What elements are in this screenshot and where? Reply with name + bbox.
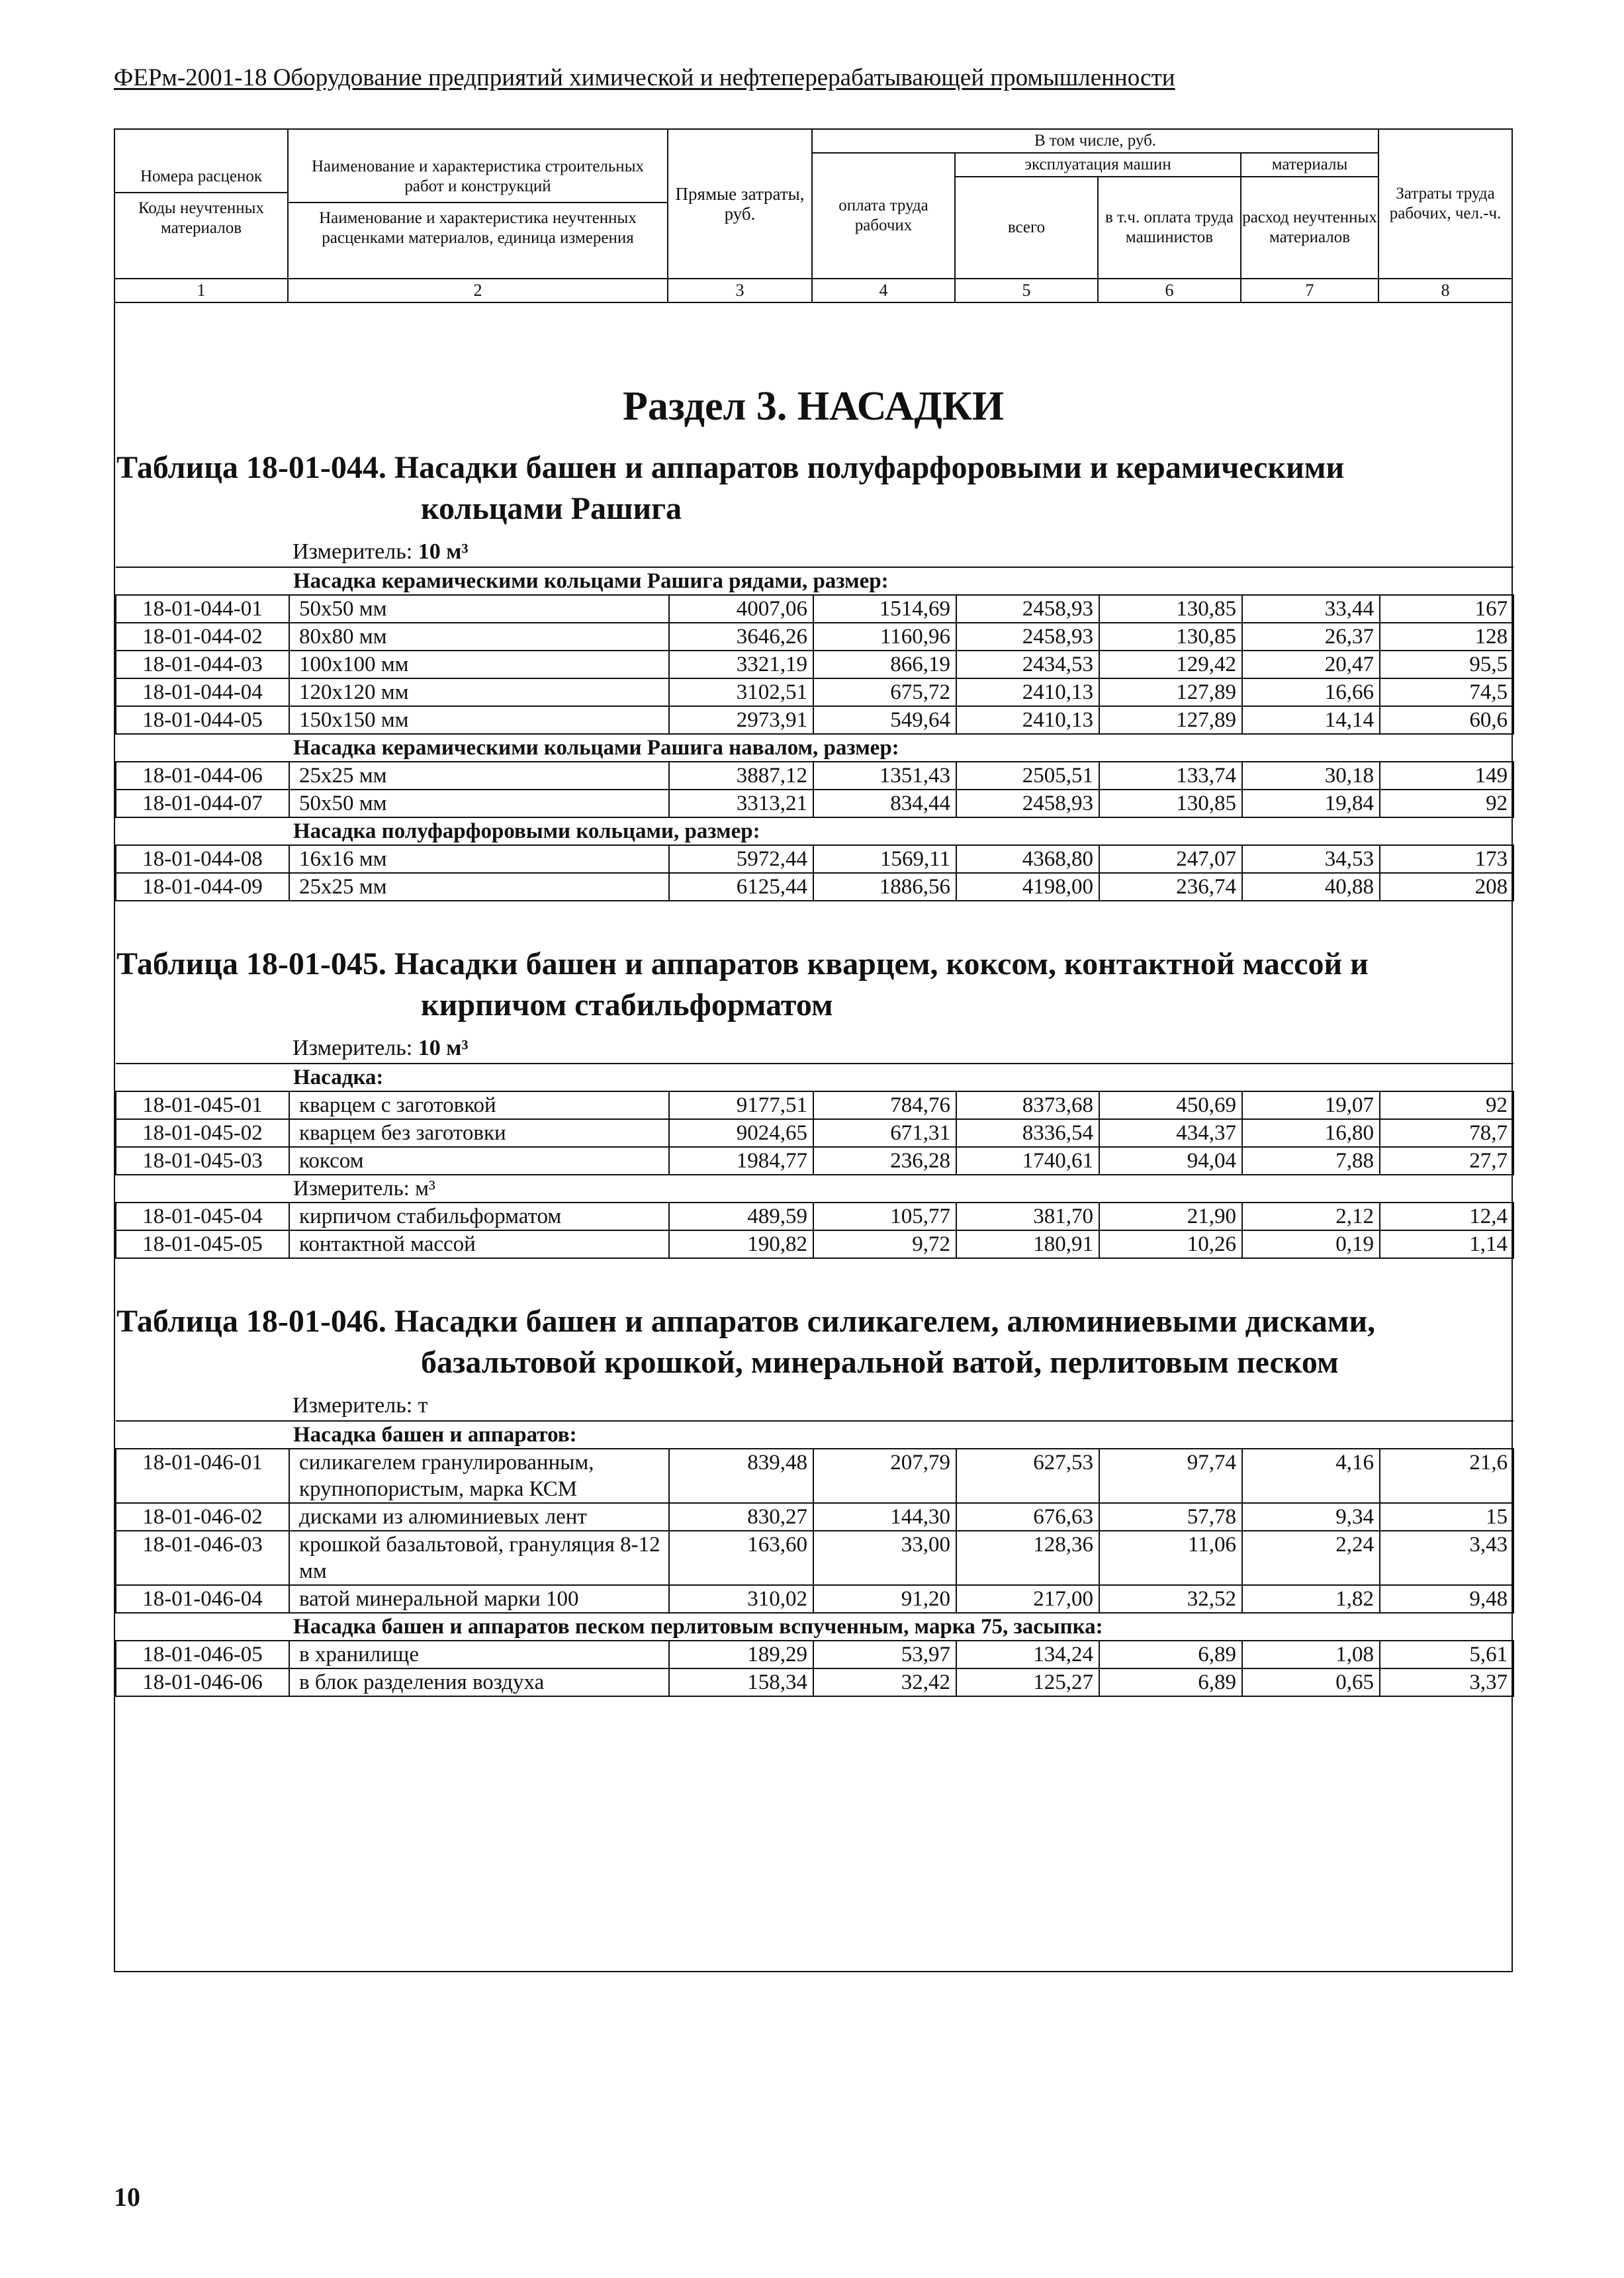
- header-material-consumption: расход неучтенных материалов: [1241, 177, 1378, 279]
- rate-code: 18-01-044-09: [116, 873, 289, 901]
- header-labor-pay: оплата труда рабочих: [812, 153, 955, 279]
- rate-code: 18-01-046-06: [116, 1668, 289, 1696]
- rate-code: 18-01-045-03: [116, 1147, 289, 1175]
- unit-label: Измеритель:: [293, 1036, 413, 1060]
- labor-hours: 3,43: [1380, 1531, 1513, 1585]
- labor-pay: 866,19: [813, 651, 956, 678]
- rate-code: 18-01-046-05: [116, 1641, 289, 1668]
- unit-value: 10 м³: [418, 1036, 469, 1060]
- work-name: кирпичом стабильформатом: [289, 1203, 669, 1230]
- direct-costs: 310,02: [669, 1585, 813, 1613]
- machinist-pay: 127,89: [1099, 706, 1242, 734]
- machines-total: 2410,13: [956, 678, 1099, 706]
- rate-code: 18-01-045-01: [116, 1091, 289, 1119]
- material-consumption: 1,82: [1242, 1585, 1380, 1613]
- table-row: [116, 595, 1513, 623]
- table-body: [114, 302, 1512, 1972]
- col-num: 1: [114, 279, 288, 302]
- machinist-pay: 57,78: [1099, 1503, 1242, 1531]
- table-046: [115, 1420, 1514, 1697]
- rate-code: 18-01-044-01: [116, 595, 289, 623]
- labor-pay: 207,79: [813, 1449, 956, 1503]
- col-num: 8: [1378, 279, 1512, 302]
- machinist-pay: 6,89: [1099, 1668, 1242, 1696]
- machines-total: 8373,68: [956, 1091, 1099, 1119]
- table-046-title-line2: базальтовой крошкой, минеральной ватой, перлитовым песком: [421, 1345, 1339, 1380]
- col-num: 6: [1098, 279, 1241, 302]
- labor-hours: 27,7: [1380, 1147, 1513, 1175]
- header-labor-hours: Затраты труда рабочих, чел.-ч.: [1378, 129, 1512, 279]
- rate-code: 18-01-044-06: [116, 762, 289, 790]
- labor-hours: 12,4: [1380, 1203, 1513, 1230]
- labor-hours: 173: [1380, 845, 1513, 873]
- direct-costs: 3646,26: [669, 623, 813, 651]
- rate-code: 18-01-046-04: [116, 1585, 289, 1613]
- page-number: 10: [114, 2182, 140, 2212]
- group-header-row: [116, 1421, 1513, 1449]
- machinist-pay: 236,74: [1099, 873, 1242, 901]
- machinist-pay: 94,04: [1099, 1147, 1242, 1175]
- machinist-pay: 130,85: [1099, 595, 1242, 623]
- labor-hours: 9,48: [1380, 1585, 1513, 1613]
- direct-costs: 489,59: [669, 1203, 813, 1230]
- table-046-unit: Измеритель: т: [293, 1393, 428, 1418]
- material-consumption: 33,44: [1242, 595, 1380, 623]
- direct-costs: 158,34: [669, 1668, 813, 1696]
- work-name: 100х100 мм: [289, 651, 669, 678]
- header-col2-top: Наименование и характеристика строительных работ и конструкций: [289, 154, 667, 203]
- direct-costs: 5972,44: [669, 845, 813, 873]
- labor-hours: 208: [1380, 873, 1513, 901]
- material-consumption: 19,84: [1242, 790, 1380, 817]
- machinist-pay: 97,74: [1099, 1449, 1242, 1503]
- unit-label: Измеритель:: [293, 539, 413, 564]
- table-row: [116, 1531, 1513, 1585]
- table-046-title-line1: Таблица 18-01-046. Насадки башен и аппаратов силикагелем, алюминиевыми дисками,: [116, 1304, 1376, 1339]
- table-045-title-line2: кирпичом стабильформатом: [421, 987, 833, 1023]
- direct-costs: 3313,21: [669, 790, 813, 817]
- table-045-title: [115, 944, 1511, 1026]
- table-044-title: [115, 447, 1511, 529]
- labor-pay: 9,72: [813, 1230, 956, 1258]
- table-044: [115, 567, 1514, 901]
- material-consumption: 7,88: [1242, 1147, 1380, 1175]
- work-name: 150х150 мм: [289, 706, 669, 734]
- rate-code: 18-01-046-01: [116, 1449, 289, 1503]
- machinist-pay: 247,07: [1099, 845, 1242, 873]
- material-consumption: 0,65: [1242, 1668, 1380, 1696]
- work-name: в блок разделения воздуха: [289, 1668, 669, 1696]
- direct-costs: 190,82: [669, 1230, 813, 1258]
- machinist-pay: 434,37: [1099, 1119, 1242, 1147]
- direct-costs: 9024,65: [669, 1119, 813, 1147]
- direct-costs: 3102,51: [669, 678, 813, 706]
- work-name: кварцем без заготовки: [289, 1119, 669, 1147]
- table-row: [116, 706, 1513, 734]
- direct-costs: 839,48: [669, 1449, 813, 1503]
- group-header-row: [116, 1613, 1513, 1641]
- labor-pay: 1160,96: [813, 623, 956, 651]
- material-consumption: 20,47: [1242, 651, 1380, 678]
- table-row: [116, 651, 1513, 678]
- work-name: в хранилище: [289, 1641, 669, 1668]
- table-row: [116, 1503, 1513, 1531]
- machines-total: 2410,13: [956, 706, 1099, 734]
- labor-pay: 33,00: [813, 1531, 956, 1585]
- labor-hours: 92: [1380, 790, 1513, 817]
- material-consumption: 9,34: [1242, 1503, 1380, 1531]
- machines-total: 4368,80: [956, 845, 1099, 873]
- rate-code: 18-01-046-03: [116, 1531, 289, 1585]
- machines-total: 627,53: [956, 1449, 1099, 1503]
- labor-pay: 784,76: [813, 1091, 956, 1119]
- header-machines-total: всего: [955, 177, 1098, 279]
- rate-code: 18-01-044-05: [116, 706, 289, 734]
- unit-value: 10 м³: [418, 539, 469, 564]
- work-name: 25х25 мм: [289, 762, 669, 790]
- direct-costs: 830,27: [669, 1503, 813, 1531]
- rate-code: 18-01-045-04: [116, 1203, 289, 1230]
- material-consumption: 1,08: [1242, 1641, 1380, 1668]
- labor-hours: 149: [1380, 762, 1513, 790]
- machines-total: 2458,93: [956, 595, 1099, 623]
- labor-hours: 21,6: [1380, 1449, 1513, 1503]
- labor-hours: 167: [1380, 595, 1513, 623]
- labor-pay: 1569,11: [813, 845, 956, 873]
- material-consumption: 4,16: [1242, 1449, 1380, 1503]
- direct-costs: 9177,51: [669, 1091, 813, 1119]
- direct-costs: 189,29: [669, 1641, 813, 1668]
- header-materials: материалы: [1241, 153, 1378, 177]
- table-045-unit: [115, 1034, 1511, 1063]
- group-header-row: [116, 817, 1513, 845]
- labor-pay: 236,28: [813, 1147, 956, 1175]
- rate-code: 18-01-044-07: [116, 790, 289, 817]
- machines-total: 134,24: [956, 1641, 1099, 1668]
- labor-pay: 1886,56: [813, 873, 956, 901]
- table-046-title: [115, 1301, 1511, 1383]
- labor-pay: 1351,43: [813, 762, 956, 790]
- machines-total: 2505,51: [956, 762, 1099, 790]
- labor-pay: 1514,69: [813, 595, 956, 623]
- labor-pay: 549,64: [813, 706, 956, 734]
- group-title: Насадка башен и аппаратов:: [116, 1421, 1513, 1449]
- header-direct-costs: Прямые затраты, руб.: [668, 129, 812, 279]
- table-row: [116, 1147, 1513, 1175]
- table-row: [116, 762, 1513, 790]
- document-title: ФЕРм-2001-18 Оборудование предприятий химической и нефтеперерабатывающей промышленности: [114, 64, 1175, 91]
- header-col1-top: Номера расценок: [115, 164, 287, 193]
- material-consumption: 16,80: [1242, 1119, 1380, 1147]
- machinist-pay: 450,69: [1099, 1091, 1242, 1119]
- rate-code: 18-01-045-02: [116, 1119, 289, 1147]
- machinist-pay: 133,74: [1099, 762, 1242, 790]
- direct-costs: 3321,19: [669, 651, 813, 678]
- material-consumption: 30,18: [1242, 762, 1380, 790]
- material-consumption: 0,19: [1242, 1230, 1380, 1258]
- machines-total: 2434,53: [956, 651, 1099, 678]
- labor-hours: 1,14: [1380, 1230, 1513, 1258]
- labor-hours: 60,6: [1380, 706, 1513, 734]
- table-row: [116, 790, 1513, 817]
- group-title: Насадка башен и аппаратов песком перлитовым вспученным, марка 75, засыпка:: [116, 1613, 1513, 1641]
- labor-pay: 105,77: [813, 1203, 956, 1230]
- labor-hours: 78,7: [1380, 1119, 1513, 1147]
- rate-code: 18-01-044-04: [116, 678, 289, 706]
- work-name: 50х50 мм: [289, 790, 669, 817]
- table-row: [116, 845, 1513, 873]
- header-col2: [288, 129, 668, 279]
- rate-code: 18-01-045-05: [116, 1230, 289, 1258]
- work-name: крошкой базальтовой, грануляция 8-12 мм: [289, 1531, 669, 1585]
- machines-total: 4198,00: [956, 873, 1099, 901]
- direct-costs: 4007,06: [669, 595, 813, 623]
- group-header-row: [116, 1064, 1513, 1091]
- table-row: [116, 1668, 1513, 1696]
- table-row: [116, 1585, 1513, 1613]
- machines-total: 1740,61: [956, 1147, 1099, 1175]
- work-name: 25х25 мм: [289, 873, 669, 901]
- material-consumption: 14,14: [1242, 706, 1380, 734]
- machinist-pay: 6,89: [1099, 1641, 1242, 1668]
- group-title: Насадка керамическими кольцами Рашига рядами, размер:: [116, 567, 1513, 595]
- machines-total: 2458,93: [956, 790, 1099, 817]
- labor-hours: 128: [1380, 623, 1513, 651]
- table-045-title-line1: Таблица 18-01-045. Насадки башен и аппаратов кварцем, коксом, контактной массой и: [116, 946, 1369, 981]
- table-row: [116, 1119, 1513, 1147]
- price-table-frame: [114, 128, 1513, 1972]
- machinist-pay: 130,85: [1099, 623, 1242, 651]
- machines-total: 676,63: [956, 1503, 1099, 1531]
- col-num: 7: [1241, 279, 1378, 302]
- labor-hours: 95,5: [1380, 651, 1513, 678]
- table-row: [116, 1230, 1513, 1258]
- machines-total: 128,36: [956, 1531, 1099, 1585]
- table-row: [116, 1203, 1513, 1230]
- table-044-unit: [115, 537, 1511, 567]
- rate-code: 18-01-044-02: [116, 623, 289, 651]
- table-row: [116, 873, 1513, 901]
- material-consumption: 34,53: [1242, 845, 1380, 873]
- section-title: Раздел 3. НАСАДКИ: [623, 384, 1005, 429]
- machinist-pay: 10,26: [1099, 1230, 1242, 1258]
- material-consumption: 26,37: [1242, 623, 1380, 651]
- material-consumption: 19,07: [1242, 1091, 1380, 1119]
- work-name: коксом: [289, 1147, 669, 1175]
- header-col2-bottom: Наименование и характеристика неучтенных расценками материалов, единица измерения: [319, 209, 637, 247]
- work-name: дисками из алюминиевых лент: [289, 1503, 669, 1531]
- header-machinist-pay: в т.ч. оплата труда машинистов: [1098, 177, 1241, 279]
- unit-label: Измеритель: м³: [116, 1175, 1513, 1203]
- machinist-pay: 11,06: [1099, 1531, 1242, 1585]
- col-num: 2: [288, 279, 668, 302]
- table-045: [115, 1063, 1514, 1259]
- machines-total: 125,27: [956, 1668, 1099, 1696]
- machines-total: 2458,93: [956, 623, 1099, 651]
- machines-total: 180,91: [956, 1230, 1099, 1258]
- labor-pay: 91,20: [813, 1585, 956, 1613]
- labor-hours: 5,61: [1380, 1641, 1513, 1668]
- material-consumption: 2,12: [1242, 1203, 1380, 1230]
- labor-hours: 3,37: [1380, 1668, 1513, 1696]
- table-044-title-line1: Таблица 18-01-044. Насадки башен и аппаратов полуфарфоровыми и керамическими: [116, 450, 1345, 485]
- table-header: [114, 129, 1512, 153]
- machinist-pay: 129,42: [1099, 651, 1242, 678]
- unit-row: [116, 1175, 1513, 1203]
- rate-code: 18-01-046-02: [116, 1503, 289, 1531]
- work-name: силикагелем гранулированным, крупнопористым, марка КСМ: [289, 1449, 669, 1503]
- work-name: контактной массой: [289, 1230, 669, 1258]
- group-header-row: [116, 734, 1513, 762]
- group-header-row: [116, 567, 1513, 595]
- labor-pay: 671,31: [813, 1119, 956, 1147]
- labor-pay: 144,30: [813, 1503, 956, 1531]
- machinist-pay: 130,85: [1099, 790, 1242, 817]
- group-title: Насадка керамическими кольцами Рашига навалом, размер:: [116, 734, 1513, 762]
- direct-costs: 3887,12: [669, 762, 813, 790]
- work-name: ватой минеральной марки 100: [289, 1585, 669, 1613]
- direct-costs: 1984,77: [669, 1147, 813, 1175]
- group-title: Насадка:: [116, 1064, 1513, 1091]
- group-title: Насадка полуфарфоровыми кольцами, размер:: [116, 817, 1513, 845]
- machinist-pay: 32,52: [1099, 1585, 1242, 1613]
- col-num: 3: [668, 279, 812, 302]
- labor-pay: 53,97: [813, 1641, 956, 1668]
- machines-total: 8336,54: [956, 1119, 1099, 1147]
- column-numbers-row: [114, 279, 1512, 302]
- col-num: 4: [812, 279, 955, 302]
- machines-total: 381,70: [956, 1203, 1099, 1230]
- work-name: кварцем с заготовкой: [289, 1091, 669, 1119]
- labor-pay: 834,44: [813, 790, 956, 817]
- rate-code: 18-01-044-08: [116, 845, 289, 873]
- header-col1-bottom: Коды неучтенных материалов: [138, 199, 264, 237]
- machines-total: 217,00: [956, 1585, 1099, 1613]
- machinist-pay: 127,89: [1099, 678, 1242, 706]
- table-row: [116, 1641, 1513, 1668]
- direct-costs: 6125,44: [669, 873, 813, 901]
- labor-pay: 675,72: [813, 678, 956, 706]
- material-consumption: 16,66: [1242, 678, 1380, 706]
- direct-costs: 2973,91: [669, 706, 813, 734]
- labor-hours: 92: [1380, 1091, 1513, 1119]
- header-col1: [114, 129, 288, 279]
- table-row: [116, 678, 1513, 706]
- work-name: 120х120 мм: [289, 678, 669, 706]
- rate-code: 18-01-044-03: [116, 651, 289, 678]
- table-044-title-line2: кольцами Рашига: [421, 491, 682, 526]
- table-row: [116, 623, 1513, 651]
- direct-costs: 163,60: [669, 1531, 813, 1585]
- labor-hours: 74,5: [1380, 678, 1513, 706]
- header-including: В том числе, руб.: [812, 129, 1378, 153]
- work-name: 80х80 мм: [289, 623, 669, 651]
- labor-hours: 15: [1380, 1503, 1513, 1531]
- table-row: [116, 1091, 1513, 1119]
- header-machines: эксплуатация машин: [955, 153, 1241, 177]
- work-name: 16х16 мм: [289, 845, 669, 873]
- labor-pay: 32,42: [813, 1668, 956, 1696]
- machinist-pay: 21,90: [1099, 1203, 1242, 1230]
- material-consumption: 2,24: [1242, 1531, 1380, 1585]
- material-consumption: 40,88: [1242, 873, 1380, 901]
- table-row: [116, 1449, 1513, 1503]
- work-name: 50х50 мм: [289, 595, 669, 623]
- col-num: 5: [955, 279, 1098, 302]
